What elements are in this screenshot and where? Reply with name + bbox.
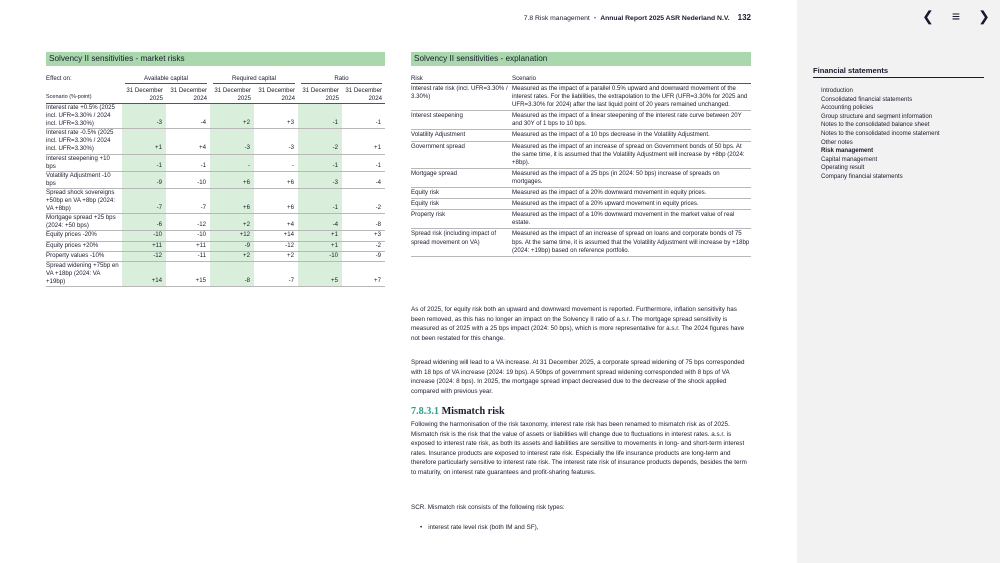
row-label: Volatility Adjustment -10 bps [46, 172, 122, 189]
table-cell: +4 [166, 129, 210, 154]
table-cell: +12 [210, 231, 254, 241]
table-cell: -9 [122, 172, 166, 189]
table-cell: -11 [166, 252, 210, 262]
group-available-capital: Available capital [125, 74, 207, 84]
table-cell: +11 [166, 242, 210, 252]
table-cell: -1 [298, 189, 342, 214]
risk-cell: Equity risk [411, 200, 440, 208]
sidebar-item[interactable]: Risk management [821, 147, 874, 155]
sidebar-item[interactable]: Consolidated financial statements [821, 95, 913, 103]
breadcrumb-separator: • [593, 15, 597, 22]
risk-cell: Interest steepening [411, 112, 463, 120]
row-label: Interest rate +0.5% (2025 incl. UFR=3.30% / 2024 incl. UFR=3.30%) [46, 104, 122, 129]
table-row [411, 210, 751, 229]
risk-cell: Mortgage spread [411, 169, 458, 177]
table-cell: -1 [342, 155, 385, 172]
row-label: Mortgage spread +25 bps (2024: +50 bps) [46, 214, 122, 231]
market-risks-title: Solvency II sensitivities - market risks [46, 52, 385, 66]
table-cell: +6 [254, 189, 298, 214]
paragraph-equity-risk-note: As of 2025, for equity risk both an upward and downward movement is reported. Furthermore, inflation sensitivity has been removed, as this has no longer an impact on the Solvency II ratio of a.s.r. The mortgage spread sensitivity is measured as of 2025 with a 25 bps impact (2024: 50 bps), which is more representative for a.s.r. The 2024 figures have not been restated for this change. [411, 306, 745, 342]
sidebar-item[interactable]: Operating result [821, 164, 865, 172]
risk-cell: Equity risk [411, 189, 440, 197]
table-cell: +4 [254, 214, 298, 231]
paragraph-mismatch-risk: Following the harmonisation of the risk taxonomy, interest rate risk has been renamed to mismatch risk as of 2025. Mismatch risk is the risk that the value of assets or liabilities will change due to fluctuations in interest rates. a.s.r. is exposed to interest rate risk, as both its assets and liabilities are sensitive to movements in long- and short-term interest rates. Insurance products are exposed to interest rate risk. Especially the life insurance products are long-term and therefore particularly sensitive to interest rate risk. The interest rate risk of insurance products depends, besides the term to maturity, on interest rate guarantees and profit-sharing features. [411, 421, 747, 476]
sidebar-item[interactable]: Company financial statements [821, 172, 903, 180]
scenario-cell: Measured as the impact of a linear steepening of the interest rate curve between 20Y and 30Y of 1 bps to 10 bps. [512, 112, 742, 128]
table-row [411, 142, 751, 169]
risk-cell: Volatility Adjustment [411, 131, 466, 139]
row-label: Equity prices +20% [46, 242, 122, 252]
table-cell: +14 [254, 231, 298, 241]
page-header [524, 13, 751, 22]
table-cell: -1 [298, 155, 342, 172]
col-scenario-header: Scenario [512, 75, 537, 82]
col-risk-header: Risk [411, 75, 423, 82]
table-row [411, 84, 751, 111]
table-cell: -1 [122, 155, 166, 172]
table-cell: -2 [342, 189, 385, 214]
table-cell: +7 [342, 262, 385, 287]
page-number: 132 [737, 13, 751, 22]
paragraph-spread-widening: Spread widening will lead to a VA increase. At 31 December 2025, a corporate spread widening of 75 bps corresponded with 18 bps of VA increase (2024: 19 bps). A 50bps of government spread widening corresponded with 8 bps of VA increase (2024: 8 bps). In 2025, the mortgage spread impact decreased due to the decrease of the shock applied compared with previous year. [411, 359, 745, 395]
risk-cell: Spread risk (including impact of spread movement on VA) [411, 230, 497, 246]
table-cell: -2 [342, 242, 385, 252]
table-cell: -9 [342, 252, 385, 262]
row-label: Interest steepening +10 bps [46, 155, 122, 172]
column-header: 31 December 2025 [298, 84, 342, 104]
scenario-cell: Measured as the impact of a 10% downward movement in the market value of real estate. [512, 211, 735, 227]
sidebar-nav-list [821, 87, 940, 182]
table-cell: -8 [210, 262, 254, 287]
table-cell: -7 [166, 189, 210, 214]
table-cell: +1 [298, 231, 342, 241]
header-section[interactable]: 7.8 Risk management [523, 15, 590, 22]
table-cell: -7 [122, 189, 166, 214]
list-item: • interest rate level risk (both IM and SF), [420, 524, 538, 531]
risk-cell: Government spread [411, 142, 465, 150]
scenario-cell: Measured as the impact of an increase of spread on Government bonds of 50 bps. At the same time, it is assumed that the Volatility Adjustment will increase by +8bp (2024: +8bp). [512, 142, 745, 166]
sidebar-item[interactable]: Other notes [821, 138, 853, 146]
table-cell: -1 [298, 104, 342, 129]
table-cell: +6 [210, 172, 254, 189]
section-number: 7.8.3.1 [411, 406, 440, 417]
sidebar-title: Financial statements [813, 66, 889, 75]
column-header: 31 December 2025 [122, 84, 166, 104]
table-cell: - [210, 155, 254, 172]
table-cell: -6 [122, 214, 166, 231]
table-cell: -12 [166, 214, 210, 231]
scenario-cell: Measured as the impact of a 20% downward movement in equity prices. [512, 189, 707, 197]
explanation-table [411, 52, 751, 257]
table-row [411, 188, 751, 199]
market-risks-table [46, 52, 385, 287]
section-title: Mismatch risk [441, 406, 505, 417]
table-cell: -7 [254, 262, 298, 287]
table-row [411, 130, 751, 141]
table-cell: -4 [298, 214, 342, 231]
scenario-cell: Measured as the impact of a 25 bps (in 2024: 50 bps) increase of spreads on mortgages. [512, 169, 720, 185]
group-required-capital: Required capital [213, 74, 295, 84]
table-cell: -4 [166, 104, 210, 129]
table-cell: -1 [342, 104, 385, 129]
table-cell: +1 [298, 242, 342, 252]
row-label: Interest rate -0.5% (2025 incl. UFR=3.30% / 2024 incl. UFR=3.30%) [46, 129, 122, 154]
table-cell: -3 [298, 172, 342, 189]
row-label: Spread shock sovereigns +50bp en VA +8bp (2024: VA +8bp) [46, 189, 122, 214]
scenario-label: Scenario (%-point) [46, 84, 122, 104]
table-row [411, 111, 751, 130]
scenario-cell: Measured as the impact of an increase of spread on loans and corporate bonds of 75 bps. At the same time, it is assumed that the Volatility Adjustment will increase by +18bp (2024: +19bp) based on reference portfolio. [512, 230, 750, 254]
sidebar-item[interactable]: Notes to the consolidated income statement [821, 129, 940, 137]
table-cell: +3 [254, 104, 298, 129]
sidebar-divider [813, 77, 984, 78]
table-cell: -1 [166, 155, 210, 172]
row-label: Spread widening +75bp en VA +18bp (2024: VA +19bp) [46, 262, 122, 287]
market-risks-grid [46, 74, 385, 287]
table-cell: +11 [122, 242, 166, 252]
table-cell: +14 [122, 262, 166, 287]
sidebar-item[interactable]: Introduction [821, 87, 853, 94]
table-cell: -4 [342, 172, 385, 189]
menu-icon[interactable]: ≡ [951, 8, 961, 24]
sidebar-item[interactable]: Group structure and segment information [821, 112, 933, 120]
table-cell: +2 [254, 252, 298, 262]
table-row [411, 169, 751, 188]
table-cell: +3 [342, 231, 385, 241]
table-cell: -10 [166, 231, 210, 241]
section-heading [411, 406, 505, 417]
table-cell: -10 [122, 231, 166, 241]
page-navigation [920, 8, 992, 25]
risk-cell: Property risk [411, 211, 446, 219]
table-cell: -9 [210, 242, 254, 252]
table-cell: -10 [166, 172, 210, 189]
table-cell: -3 [122, 104, 166, 129]
sidebar-panel [797, 0, 1000, 563]
column-header: 31 December 2024 [342, 84, 385, 104]
risk-cell: Interest rate risk (incl. UFR=3.30% / 3.30%) [411, 85, 508, 101]
column-header: 31 December 2024 [166, 84, 210, 104]
group-ratio: Ratio [301, 74, 382, 84]
explanation-title: Solvency II sensitivities - explanation [411, 52, 751, 66]
table-cell: +6 [210, 189, 254, 214]
table-cell: -3 [210, 129, 254, 154]
column-header: 31 December 2025 [210, 84, 254, 104]
column-header: 31 December 2024 [254, 84, 298, 104]
sidebar-item[interactable]: Notes to the consolidated balance sheet [821, 121, 930, 129]
table-cell: +2 [210, 214, 254, 231]
chevron-right-icon[interactable]: ❯ [978, 8, 990, 24]
table-cell: +2 [210, 252, 254, 262]
scenario-cell: Measured as the impact of a 10 bps decrease in the Volatility Adjustment. [512, 131, 710, 139]
table-cell: - [254, 155, 298, 172]
paragraph-risk-types: SCR. Mismatch risk consists of the following risk types: [411, 504, 565, 511]
row-label: Equity prices -20% [46, 231, 122, 241]
table-cell: +15 [166, 262, 210, 287]
table-cell: +2 [210, 104, 254, 129]
scenario-cell: Measured as the impact of a parallel 0.5% upward and downward movement of the interest rates. For the liabilities, the extrapolation to the UFR (UFR=3.30% for 2025 and UFR=3.30% for 2024) after the last liquid point of 20 years remained unchanged. [512, 85, 748, 109]
header-report-title: Annual Report 2025 ASR Nederland N.V. [600, 15, 730, 22]
explanation-header [411, 74, 751, 84]
table-cell: +5 [298, 262, 342, 287]
explanation-rows [411, 84, 751, 257]
table-cell: +6 [254, 172, 298, 189]
table-cell: -12 [122, 252, 166, 262]
table-cell: -12 [254, 242, 298, 252]
table-row [411, 229, 751, 256]
table-cell: +1 [122, 129, 166, 154]
chevron-left-icon[interactable]: ❮ [922, 8, 934, 24]
table-cell: +1 [342, 129, 385, 154]
row-label: Property values -10% [46, 252, 122, 262]
table-cell: -2 [298, 129, 342, 154]
sidebar-item[interactable]: Accounting policies [821, 104, 874, 112]
table-cell: -3 [254, 129, 298, 154]
sidebar-item[interactable]: Capital management [821, 155, 878, 163]
scenario-cell: Measured as the impact of a 20% upward movement in equity prices. [512, 200, 699, 208]
table-cell: -8 [342, 214, 385, 231]
table-row [411, 199, 751, 210]
effect-on-label: Effect on: [46, 75, 72, 82]
table-cell: -10 [298, 252, 342, 262]
